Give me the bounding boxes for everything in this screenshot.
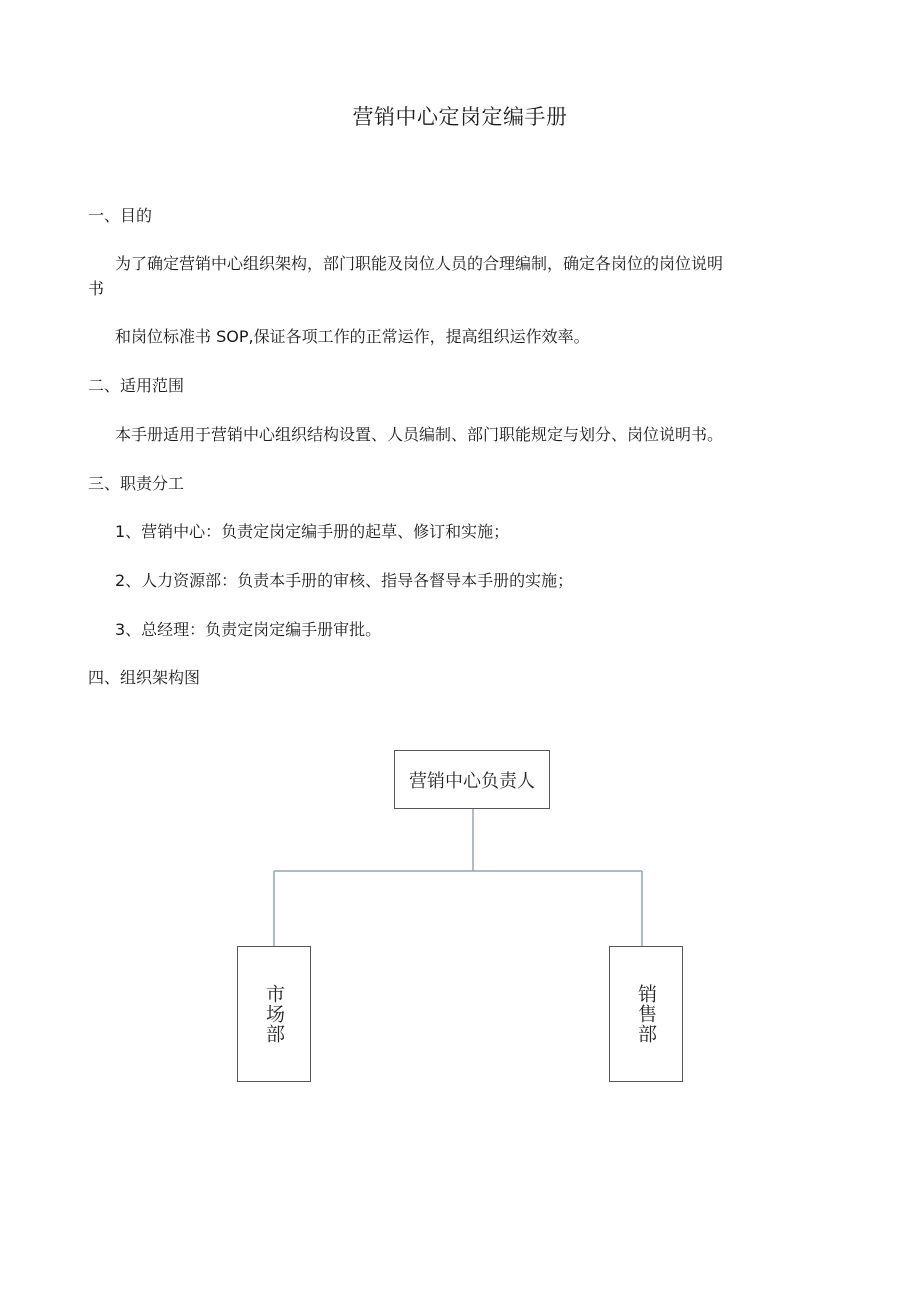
org-node-sales-dept [609, 946, 683, 1082]
purpose-paragraph-line-3: 和岗位标准书 SOP,保证各项工作的正常运作，提高组织运作效率。 [115, 327, 590, 346]
org-node-marketing-dept-label: 市场部 [263, 984, 285, 1044]
document-title: 营销中心定岗定编手册 [352, 105, 568, 129]
org-node-head-label: 营销中心负责人 [409, 770, 535, 792]
responsibility-item-general-manager: 3、总经理：负责定岗定编手册审批。 [115, 620, 382, 639]
section-heading-org-chart: 四、组织架构图 [88, 668, 201, 687]
purpose-paragraph-line-1: 为了确定营销中心组织架构，部门职能及岗位人员的合理编制，确定各岗位的岗位说明 [115, 254, 724, 273]
section-heading-responsibilities: 三、职责分工 [88, 474, 185, 493]
section-heading-scope: 二、适用范围 [88, 376, 185, 395]
org-node-head [394, 750, 550, 809]
section-heading-purpose: 一、目的 [88, 206, 153, 225]
responsibility-item-marketing-center: 1、营销中心：负责定岗定编手册的起草、修订和实施； [115, 522, 510, 541]
org-node-sales-dept-label: 销售部 [635, 984, 657, 1044]
purpose-paragraph-line-2: 书 [88, 279, 105, 298]
responsibility-item-hr: 2、人力资源部：负责本手册的审核、指导各督导本手册的实施； [115, 571, 574, 590]
scope-paragraph: 本手册适用于营销中心组织结构设置、人员编制、部门职能规定与划分、岗位说明书。 [115, 425, 724, 444]
org-node-marketing-dept [237, 946, 311, 1082]
